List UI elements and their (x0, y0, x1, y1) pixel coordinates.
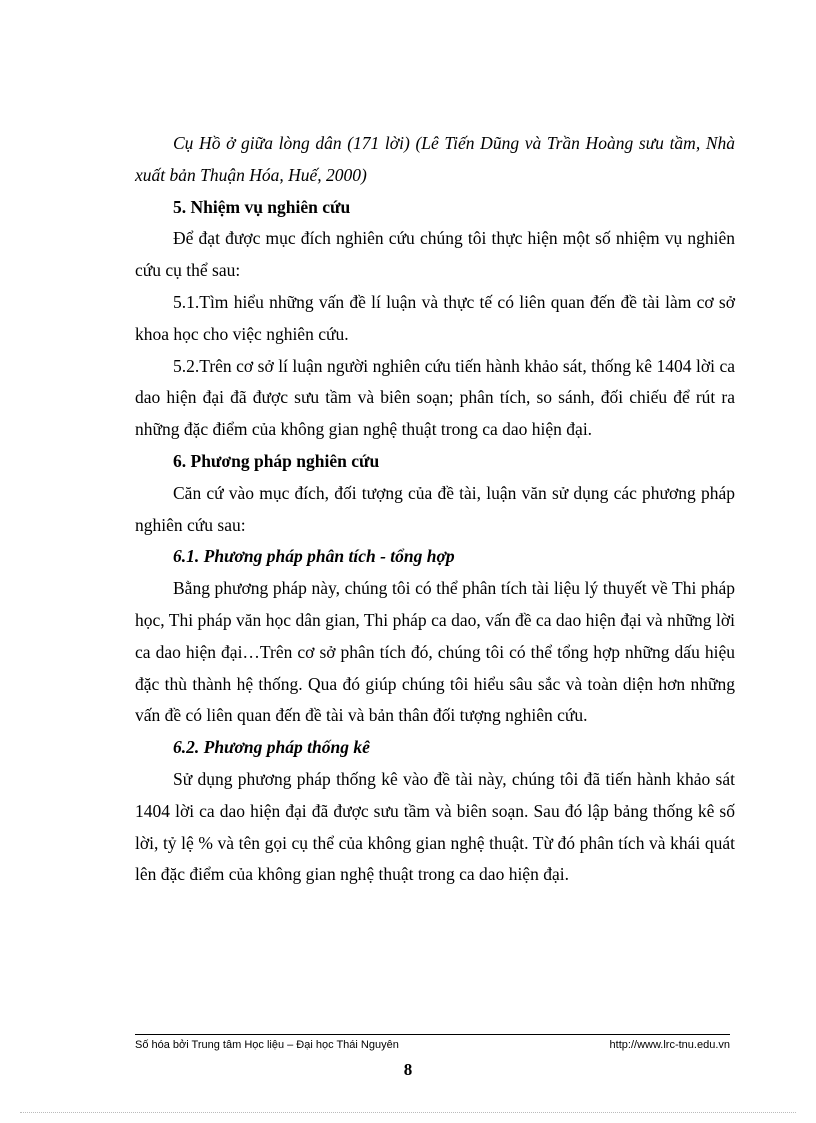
paragraph: Bằng phương pháp này, chúng tôi có thể phân tích tài liệu lý thuyết về Thi pháp học, Thi pháp văn học dân gian, Thi pháp ca dao, vấn đề ca dao hiện đại và những lời ca dao hiện đại…Trên cơ sở phân tích đó, chúng tôi có thể tổng hợp những dấu hiệu đặc thù thành hệ thống. Qua đó giúp chúng tôi hiểu sâu sắc và toàn diện hơn những vấn đề có liên quan đến đề tài và bản thân đối tượng nghiên cứu. (135, 578, 735, 726)
citation-paragraph: Cụ Hồ ở giữa lòng dân (171 lời) (Lê Tiến Dũng và Trần Hoàng sưu tầm, Nhà xuất bản Thuận Hóa, Huế, 2000) (135, 133, 735, 185)
footer (135, 1039, 730, 1051)
page-number: 8 (403, 1060, 413, 1079)
heading-research-methods: 6. Phương pháp nghiên cứu (173, 450, 380, 471)
footer-source: Số hóa bởi Trung tâm Học liệu – Đại học Thái Nguyên (135, 1039, 399, 1051)
paragraph: 5.1.Tìm hiểu những vấn đề lí luận và thực tế có liên quan đến đề tài làm cơ sở khoa học cho việc nghiên cứu. (135, 291, 735, 344)
heading-research-tasks: 5. Nhiệm vụ nghiên cứu (173, 196, 351, 217)
footer-divider (135, 1034, 730, 1035)
subheading-statistics: 6.2. Phương pháp thống kê (173, 737, 370, 758)
paragraph: Để đạt được mục đích nghiên cứu chúng tôi thực hiện một số nhiệm vụ nghiên cứu cụ thể sau: (135, 228, 735, 281)
page-bottom-border (20, 1112, 796, 1113)
subheading-analysis-synthesis: 6.1. Phương pháp phân tích - tổng hợp (173, 546, 455, 567)
body-text (135, 128, 735, 891)
paragraph: 5.2.Trên cơ sở lí luận người nghiên cứu tiến hành khảo sát, thống kê 1404 lời ca dao hiện đại đã được sưu tầm và biên soạn; phân tích, so sánh, đối chiếu để rút ra những đặc điểm của không gian nghệ thuật trong ca dao hiện đại. (135, 355, 735, 440)
paragraph: Sử dụng phương pháp thống kê vào đề tài này, chúng tôi đã tiến hành khảo sát 1404 lời ca dao hiện đại đã được sưu tầm và biên soạn. Sau đó lập bảng thống kê số lời, tỷ lệ % và tên gọi cụ thể của không gian nghệ thuật. Từ đó phân tích và khái quát lên đặc điểm của không gian nghệ thuật trong ca dao hiện đại. (135, 768, 735, 885)
footer-url: http://www.lrc-tnu.edu.vn (609, 1039, 730, 1051)
paragraph: Căn cứ vào mục đích, đối tượng của đề tài, luận văn sử dụng các phương pháp nghiên cứu sau: (135, 482, 735, 535)
